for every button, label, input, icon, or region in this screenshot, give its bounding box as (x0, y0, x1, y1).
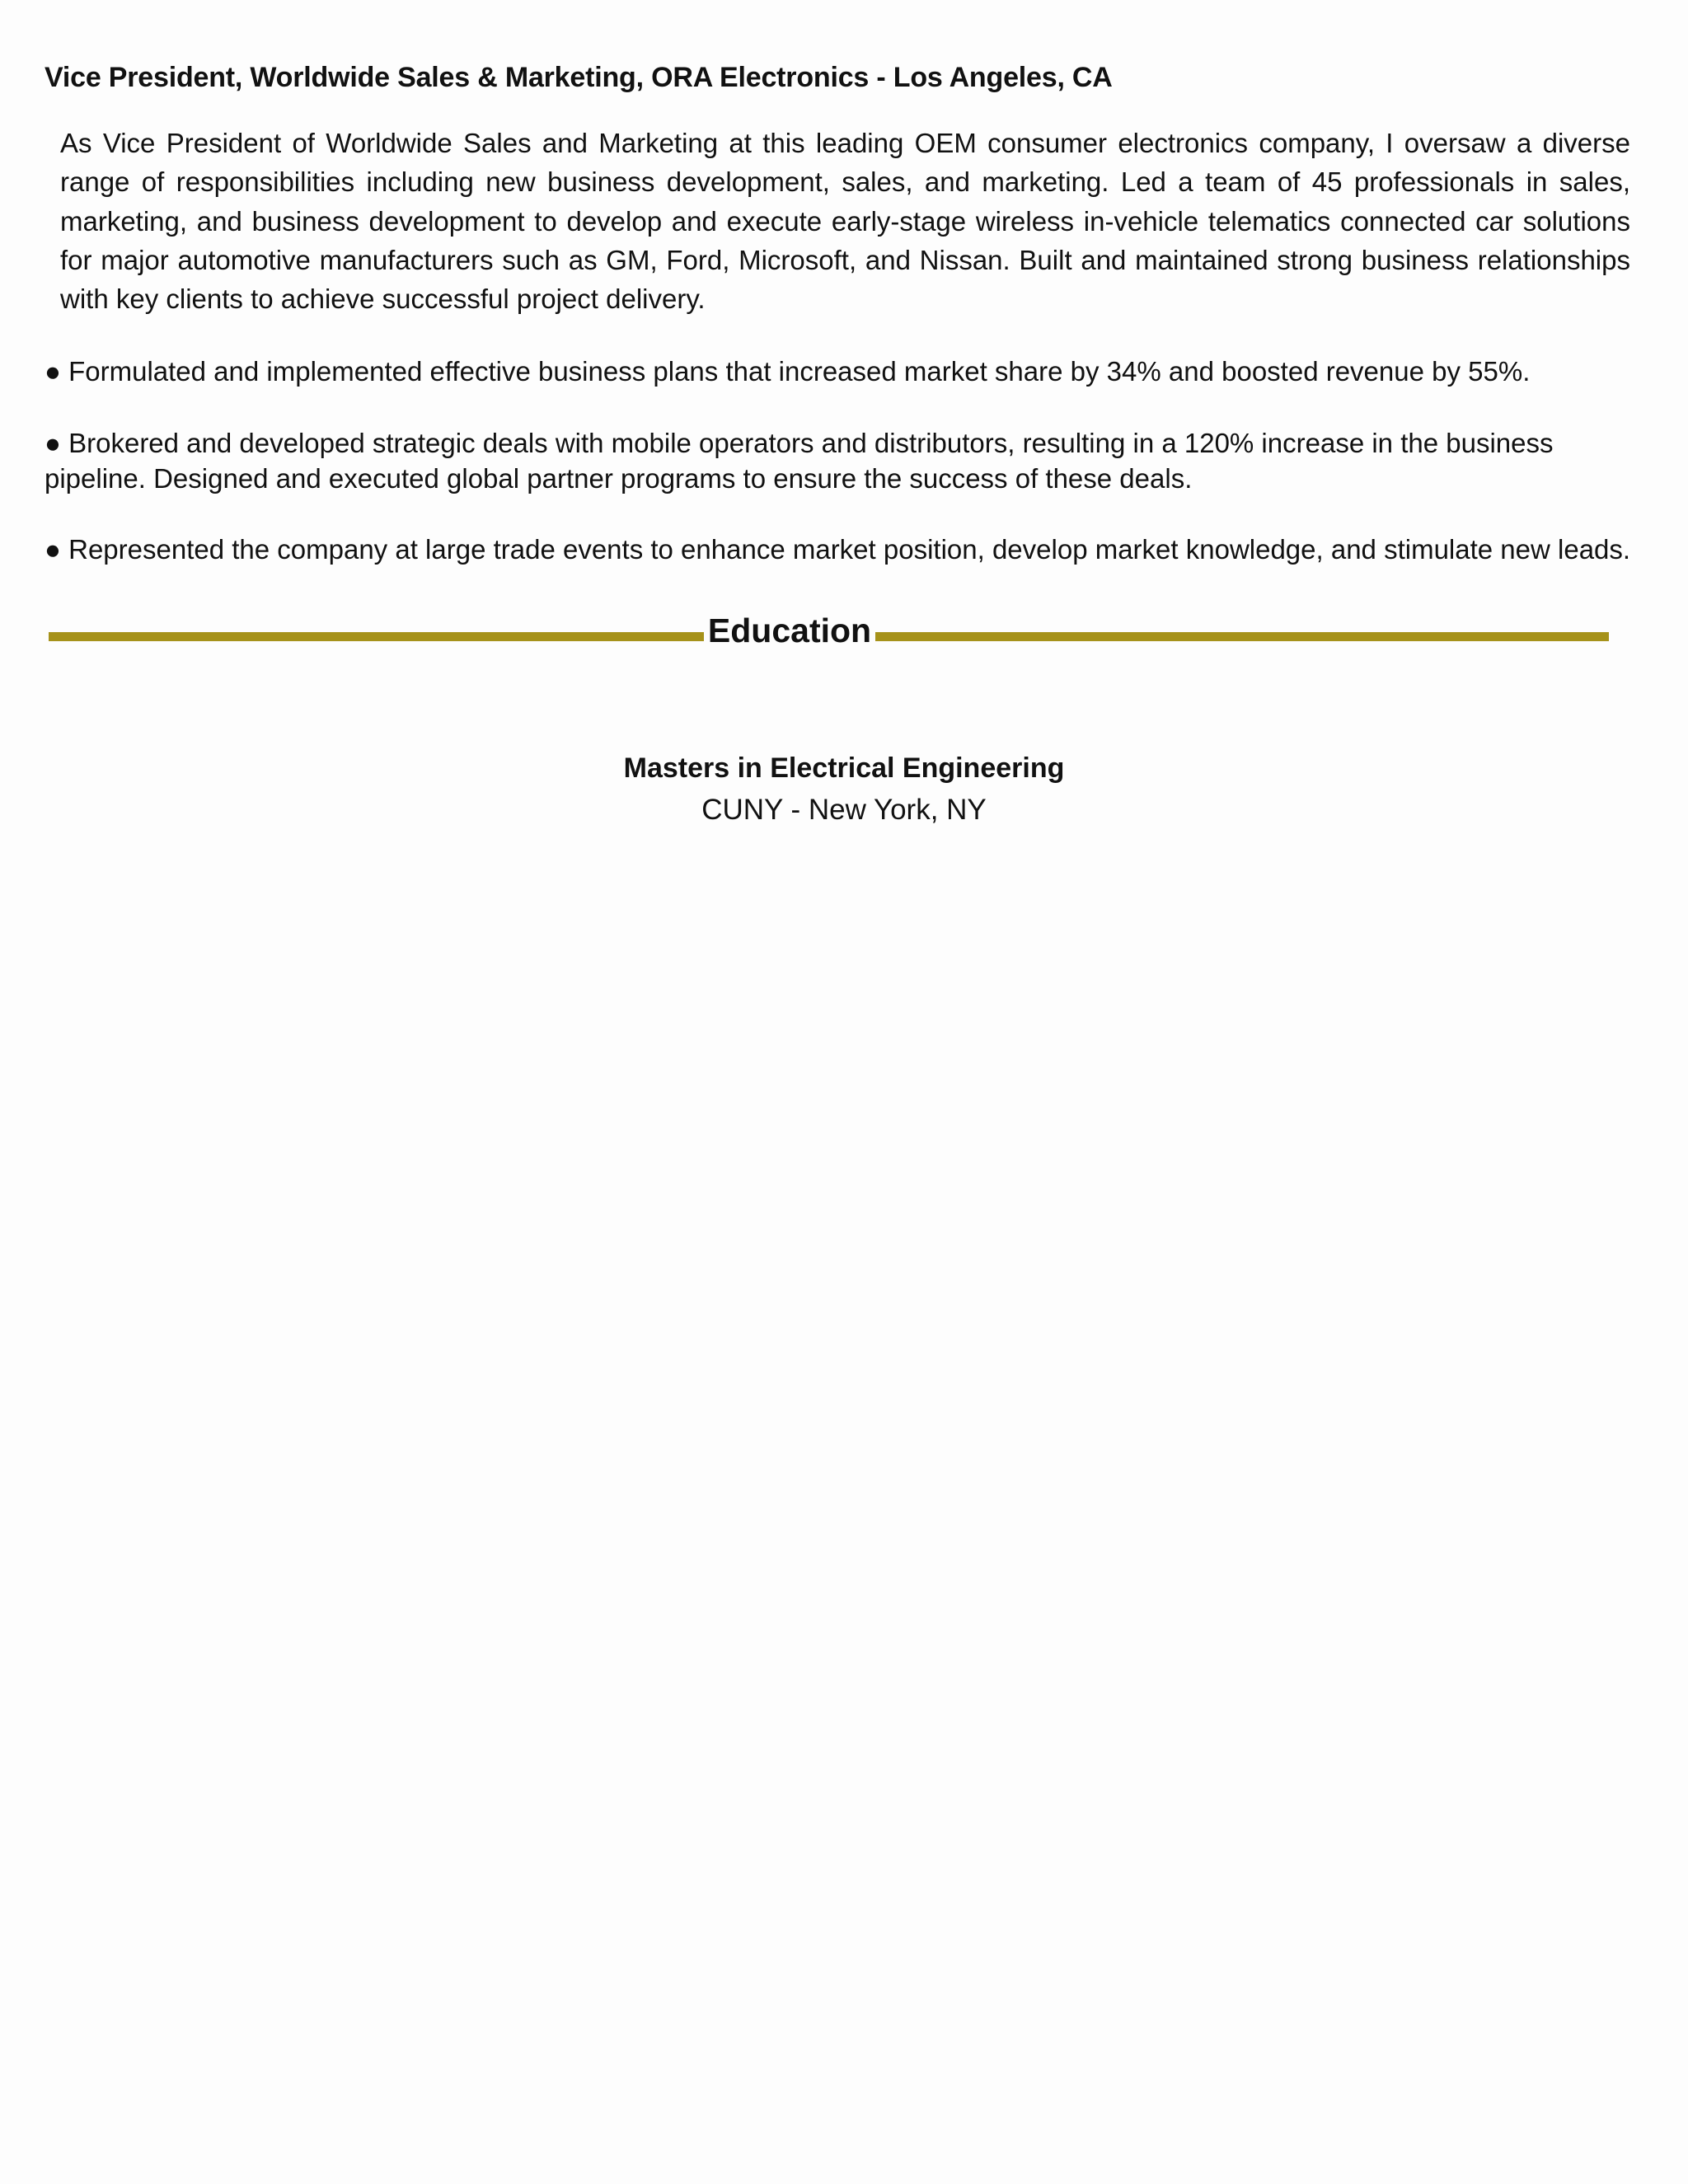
degree-title: Masters in Electrical Engineering (623, 752, 1065, 784)
section-divider-right (875, 632, 1609, 641)
achievement-bullet (45, 354, 1635, 389)
education-section-header (49, 607, 1609, 654)
job-summary: As Vice President of Worldwide Sales and Marketing at this leading OEM consumer electronics company, I oversaw a diverse range of responsibilities including new business development, sales, and marketing. Led a team of 45 professionals in sales, marketing, and business development to develop and execute early-stage wireless in-vehicle telematics connected car solutions for major automotive manufacturers such as GM, Ford, Microsoft, and Nissan. Built and maintained strong business relationships with key clients to achieve successful project delivery. (60, 128, 1630, 315)
bullet-icon: ● (45, 356, 61, 387)
bullet-text: Represented the company at large trade events to enhance market position, develop market knowledge, and stimulate new leads. (68, 534, 1631, 565)
bullet-text: Formulated and implemented effective business plans that increased market share by 34% and boosted revenue by 55%. (68, 356, 1531, 387)
achievement-bullet (45, 532, 1635, 567)
education-heading: Education (707, 612, 872, 649)
bullet-text: Brokered and developed strategic deals with mobile operators and distributors, resulting in a 120% increase in the business pipeline. Designed and executed global partner programs to ensure the success of these deals. (45, 428, 1554, 494)
bullet-icon: ● (45, 534, 61, 565)
job-title: Vice President, Worldwide Sales & Marketing, ORA Electronics - Los Angeles, CA (45, 62, 1113, 93)
achievement-bullet (45, 425, 1635, 496)
section-divider-left (49, 632, 704, 641)
bullet-icon: ● (45, 428, 61, 458)
school-name: CUNY - New York, NY (701, 794, 987, 826)
